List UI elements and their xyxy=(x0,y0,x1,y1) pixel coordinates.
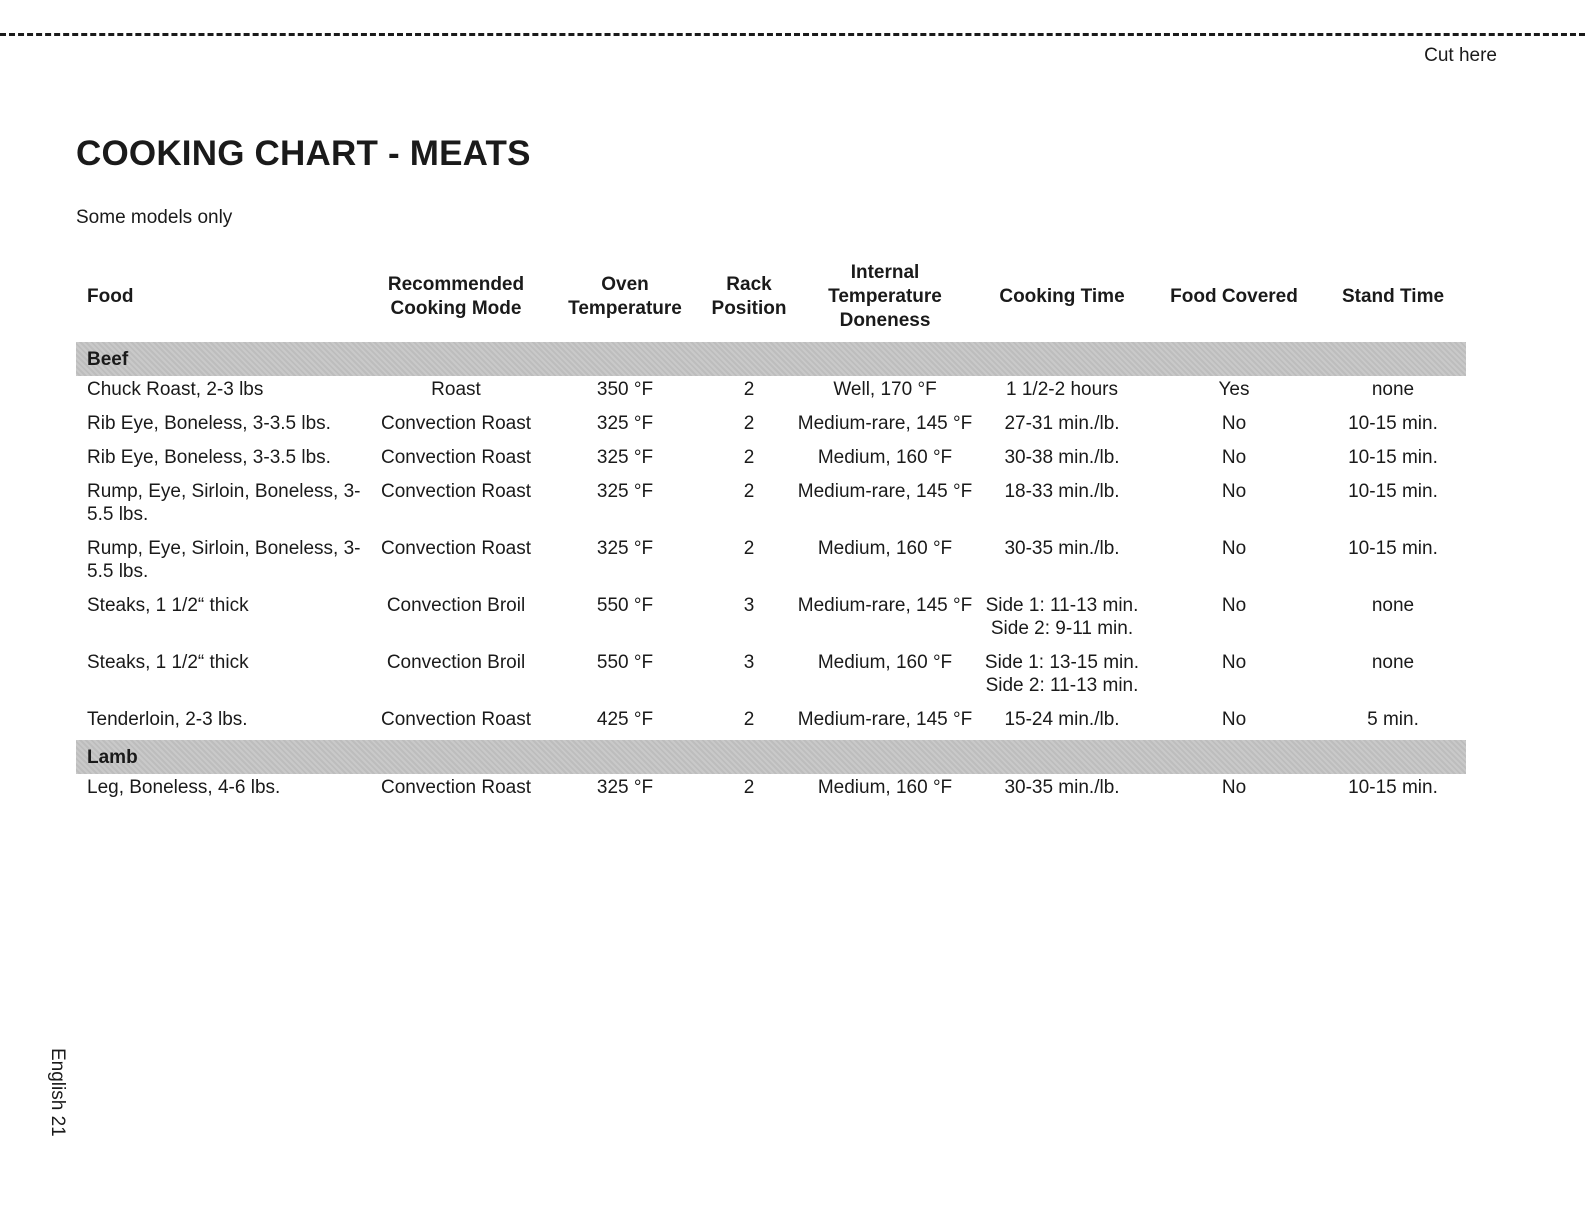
cell-covered: Yes xyxy=(1218,379,1250,400)
cell-covered: No xyxy=(1221,447,1247,468)
cell-time: 1 1/2-2 hours xyxy=(1006,379,1118,400)
cell-oven: 425 °F xyxy=(596,709,654,730)
cell-internal: Well, 170 °F xyxy=(833,379,937,400)
cell-food: Rump, Eye, Sirloin, Boneless, 3-5.5 lbs. xyxy=(87,481,361,525)
cell-stand: 10-15 min. xyxy=(1348,777,1438,798)
cell-food: Rib Eye, Boneless, 3-3.5 lbs. xyxy=(87,447,331,468)
cell-time: 30-35 min./lb. xyxy=(1004,777,1120,798)
table-row xyxy=(76,410,1466,444)
cell-rack: 2 xyxy=(743,379,755,400)
group-row-beef xyxy=(76,342,1466,376)
cell-oven: 325 °F xyxy=(596,447,654,468)
header-cooking-time: Cooking Time xyxy=(999,286,1125,307)
cell-covered: No xyxy=(1221,538,1247,559)
cell-food: Steaks, 1 1/2“ thick xyxy=(87,652,249,673)
cell-food: Rib Eye, Boneless, 3-3.5 lbs. xyxy=(87,413,331,434)
cell-oven: 325 °F xyxy=(596,777,654,798)
header-internal-temperature-text: Internal Temperature Doneness xyxy=(828,262,942,331)
cell-food: Steaks, 1 1/2“ thick xyxy=(87,595,249,616)
cell-internal: Medium-rare, 145 °F xyxy=(797,595,973,616)
cell-oven: 325 °F xyxy=(596,538,654,559)
cell-time: 27-31 min./lb. xyxy=(1004,413,1120,434)
cell-food: Leg, Boneless, 4-6 lbs. xyxy=(87,777,281,798)
group-label: Beef xyxy=(76,342,1466,376)
table-row xyxy=(76,376,1466,410)
table-row xyxy=(76,706,1466,740)
header-oven-temperature xyxy=(546,252,704,342)
table-row xyxy=(76,478,1466,535)
cell-internal: Medium-rare, 145 °F xyxy=(797,481,973,502)
table-row xyxy=(76,774,1466,808)
cell-mode: Convection Roast xyxy=(381,481,531,502)
header-cooking-mode-text: Recommended Cooking Mode xyxy=(387,274,525,319)
cell-rack: 2 xyxy=(743,447,755,468)
cell-mode: Convection Broil xyxy=(386,595,526,616)
cell-internal: Medium, 160 °F xyxy=(817,447,953,468)
cell-mode: Convection Roast xyxy=(381,538,531,559)
cell-mode: Convection Roast xyxy=(381,413,531,434)
cell-mode: Roast xyxy=(431,379,481,400)
cell-food: Tenderloin, 2-3 lbs. xyxy=(87,709,248,730)
header-internal-temperature xyxy=(794,252,976,342)
cell-food: Chuck Roast, 2-3 lbs xyxy=(87,379,264,400)
header-rack-position xyxy=(704,252,794,342)
cell-mode: Convection Roast xyxy=(381,777,531,798)
cell-time: Side 1: 11-13 min. Side 2: 9-11 min. xyxy=(985,595,1139,639)
cell-rack: 3 xyxy=(743,652,755,673)
cell-covered: No xyxy=(1221,652,1247,673)
cell-mode: Convection Roast xyxy=(381,447,531,468)
page-title: COOKING CHART - MEATS xyxy=(76,134,531,173)
group-label: Lamb xyxy=(76,740,1466,774)
cell-internal: Medium, 160 °F xyxy=(817,777,953,798)
cell-stand: 10-15 min. xyxy=(1348,447,1438,468)
cell-rack: 2 xyxy=(743,413,755,434)
subtitle: Some models only xyxy=(76,207,233,228)
cell-stand: none xyxy=(1371,379,1415,400)
cell-rack: 2 xyxy=(743,709,755,730)
table-row xyxy=(76,649,1466,706)
cell-rack: 3 xyxy=(743,595,755,616)
cell-stand: 10-15 min. xyxy=(1348,538,1438,559)
cell-time: 30-35 min./lb. xyxy=(1004,538,1120,559)
header-food-covered: Food Covered xyxy=(1170,286,1298,307)
cell-rack: 2 xyxy=(743,481,755,502)
cell-internal: Medium-rare, 145 °F xyxy=(797,413,973,434)
cell-time: 15-24 min./lb. xyxy=(1004,709,1120,730)
cell-internal: Medium, 160 °F xyxy=(817,652,953,673)
cell-mode: Convection Roast xyxy=(381,709,531,730)
cell-internal: Medium-rare, 145 °F xyxy=(797,709,973,730)
cell-stand: 5 min. xyxy=(1367,709,1419,730)
cell-covered: No xyxy=(1221,595,1247,616)
cell-covered: No xyxy=(1221,413,1247,434)
header-rack-position-text: Rack Position xyxy=(711,274,787,319)
cell-rack: 2 xyxy=(743,777,755,798)
cell-time: Side 1: 13-15 min. Side 2: 11-13 min. xyxy=(984,652,1140,696)
cell-oven: 325 °F xyxy=(596,413,654,434)
cell-stand: none xyxy=(1371,652,1415,673)
cell-oven: 350 °F xyxy=(596,379,654,400)
table-row xyxy=(76,535,1466,592)
cell-covered: No xyxy=(1221,777,1247,798)
cut-line xyxy=(0,33,1585,36)
cell-rack: 2 xyxy=(743,538,755,559)
cell-oven: 325 °F xyxy=(596,481,654,502)
header-oven-temperature-text: Oven Temperature xyxy=(568,274,682,319)
cell-covered: No xyxy=(1221,481,1247,502)
cell-stand: 10-15 min. xyxy=(1348,413,1438,434)
group-row-lamb xyxy=(76,740,1466,774)
cell-oven: 550 °F xyxy=(596,595,654,616)
header-stand-time: Stand Time xyxy=(1341,286,1445,307)
cell-stand: none xyxy=(1371,595,1415,616)
cell-stand: 10-15 min. xyxy=(1348,481,1438,502)
header-cooking-mode xyxy=(366,252,546,342)
header-food: Food xyxy=(87,286,134,307)
cell-covered: No xyxy=(1221,709,1247,730)
cell-food: Rump, Eye, Sirloin, Boneless, 3-5.5 lbs. xyxy=(87,538,361,582)
header-row xyxy=(76,252,1466,342)
cell-internal: Medium, 160 °F xyxy=(817,538,953,559)
page-number-label: English 21 xyxy=(47,1048,68,1137)
table-row xyxy=(76,592,1466,649)
cell-mode: Convection Broil xyxy=(386,652,526,673)
cell-oven: 550 °F xyxy=(596,652,654,673)
cut-label: Cut here xyxy=(1424,45,1497,66)
cell-time: 18-33 min./lb. xyxy=(1004,481,1120,502)
cell-time: 30-38 min./lb. xyxy=(1004,447,1120,468)
cooking-chart-table xyxy=(76,252,1466,808)
table-row xyxy=(76,444,1466,478)
